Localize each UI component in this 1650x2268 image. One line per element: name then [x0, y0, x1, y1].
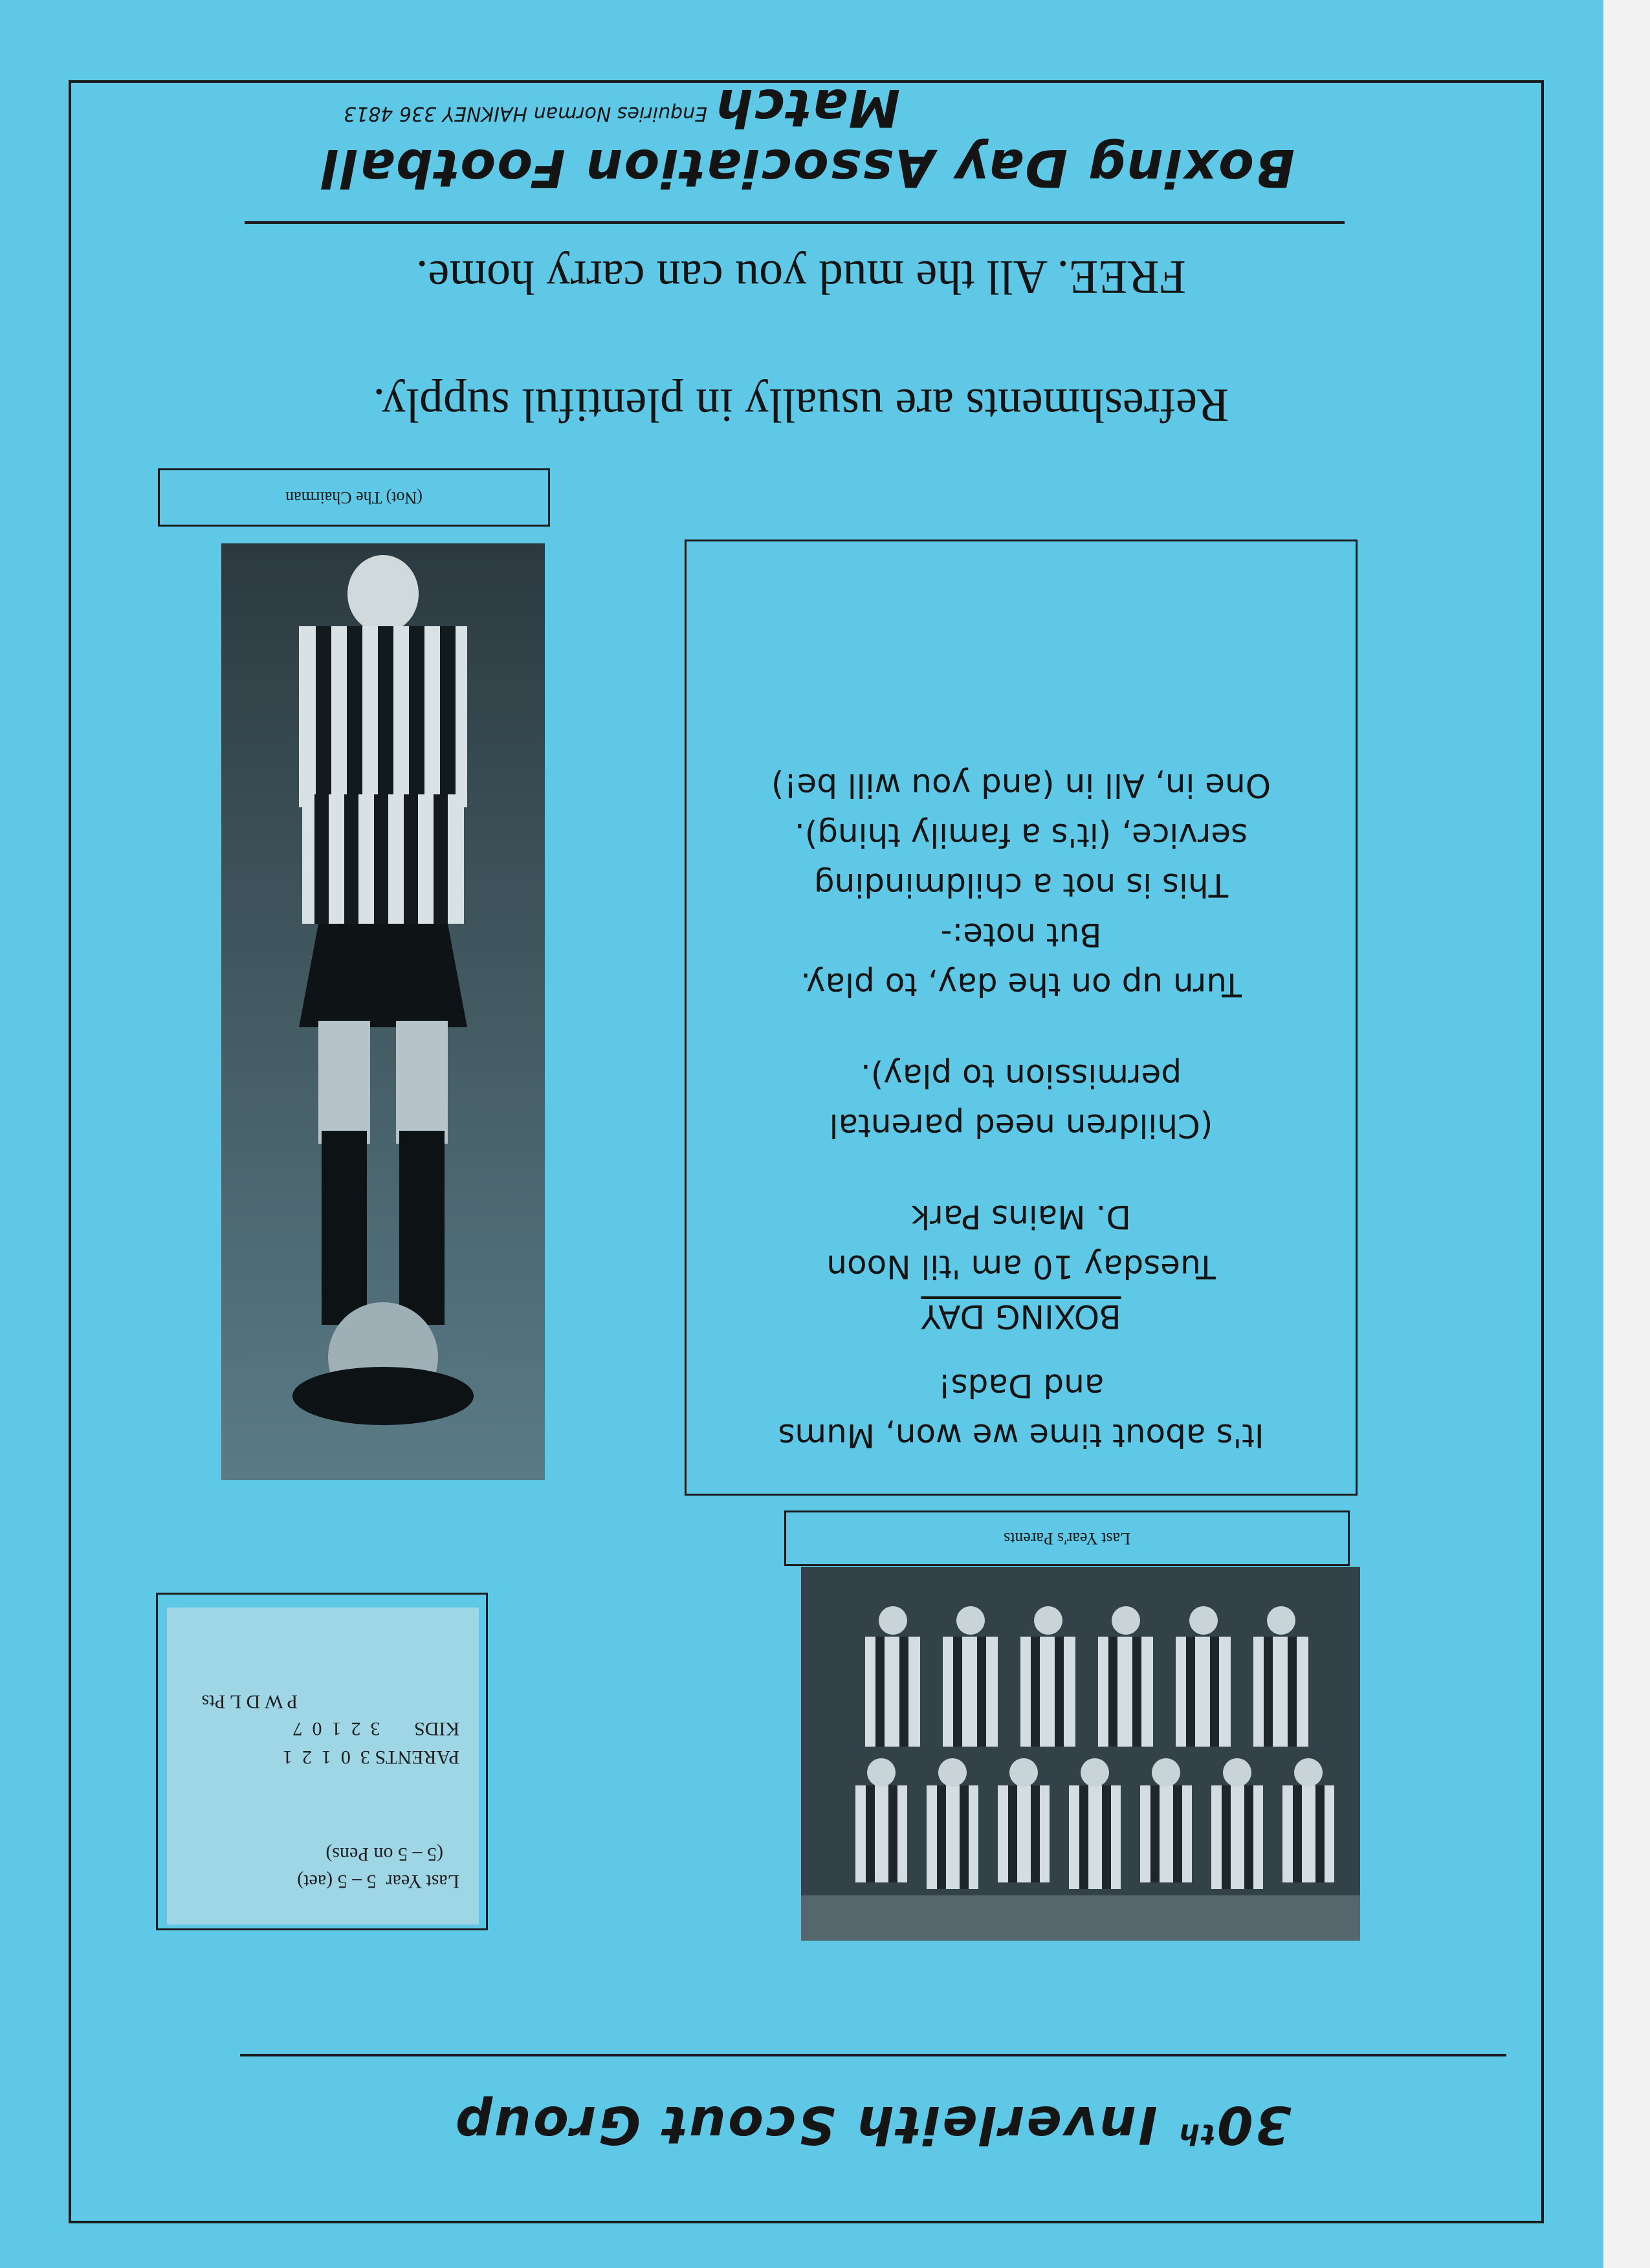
- team-photo: [801, 1567, 1360, 1941]
- parental-note-1: (Children need parental: [829, 1107, 1213, 1144]
- scoreboard-pens: (5 – 5 on Pens): [325, 1844, 443, 1865]
- parental-note-2: permission to play).: [860, 1057, 1182, 1095]
- intro-line-1: It's about time we won, Mums: [778, 1417, 1264, 1454]
- event-time: Tuesday 10 am 'til Noon: [826, 1248, 1216, 1285]
- but-note-line: But note:-: [940, 916, 1102, 954]
- refreshments-line: Refreshments are usually in plentiful supply.: [373, 378, 1229, 431]
- player-photo: [221, 543, 545, 1480]
- intro-line-2: and Dads!: [938, 1367, 1105, 1404]
- scout-group-title: 30th Inverleith Scout Group: [453, 2095, 1292, 2155]
- player-photo-caption: (Not) The Chairman: [158, 468, 550, 527]
- scoreboard-parents-row: PARENTS 3 0 1 2 1: [282, 1747, 459, 1768]
- scoreboard-last-year: Last Year 5 – 5 (aet): [297, 1871, 459, 1892]
- header-rule: [240, 2054, 1506, 2056]
- event-info-box: [685, 540, 1358, 1496]
- match-title: Boxing Day Association Football Match: [320, 78, 1295, 198]
- free-mud-line: FREE. All the mud you can carry home.: [416, 250, 1186, 303]
- event-heading: BOXING DAY: [921, 1298, 1121, 1335]
- event-venue: D. Mains Park: [911, 1198, 1131, 1236]
- scoreboard: [167, 1608, 479, 1925]
- childminding-line-1: This is not a childminding: [813, 866, 1229, 904]
- scoreboard-header-row: P W D L Pts: [201, 1691, 298, 1712]
- footer-rule: [245, 221, 1345, 224]
- turn-up-line: Turn up on the day, to play.: [800, 966, 1242, 1003]
- team-photo-caption: Last Year's Parents: [784, 1510, 1350, 1566]
- scoreboard-kids-row: KIDS 3 2 1 0 7: [292, 1718, 459, 1739]
- one-in-line: One in, All in (and you will be!): [771, 767, 1271, 804]
- childminding-line-2: service, (it's a family thing).: [794, 816, 1248, 854]
- enquiries-line: Enquiries Norman HAIKNEY 336 4813: [344, 102, 707, 125]
